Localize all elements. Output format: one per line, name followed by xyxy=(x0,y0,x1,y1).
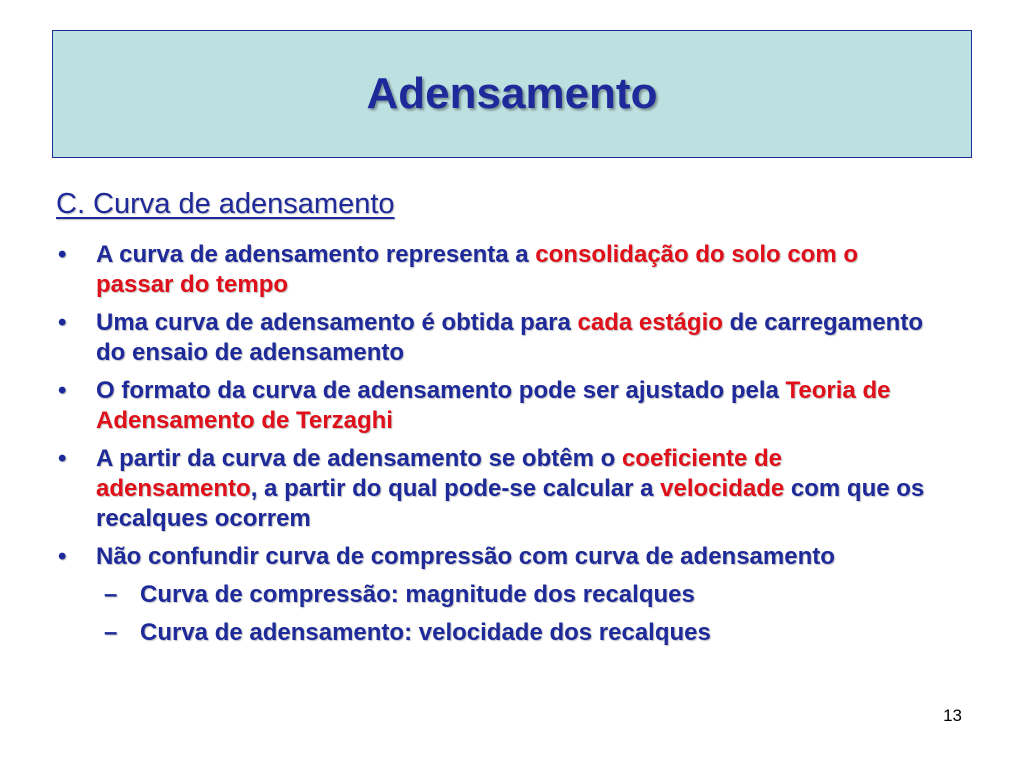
sub-bullet-text: Curva de compressão: magnitude dos recalques xyxy=(140,581,695,608)
sub-bullet-text: Curva de adensamento: velocidade dos recalques xyxy=(140,619,711,646)
bullet-text: O formato da curva de adensamento pode ser ajustado pela xyxy=(96,377,786,404)
bullet-text: Não confundir curva de compressão com curva de adensamento xyxy=(96,543,835,570)
sub-bullet-marker: – xyxy=(104,581,118,608)
bullet-item xyxy=(56,240,936,300)
bullet-text: A curva de adensamento representa a xyxy=(96,241,536,268)
highlighted-text: cada estágio xyxy=(577,309,723,336)
bullet-item xyxy=(56,376,936,436)
bullet-marker: • xyxy=(58,543,67,570)
highlighted-text: coeficiente de adensamento xyxy=(96,445,782,502)
highlighted-text: consolidação do solo com o passar do tempo xyxy=(96,241,859,298)
bullet-item xyxy=(56,444,936,534)
sub-bullet-marker: – xyxy=(104,619,118,646)
bullet-text: Uma curva de adensamento é obtida para xyxy=(96,309,578,336)
bullet-text: , a partir do qual pode-se calcular a xyxy=(250,475,661,502)
section-heading: C. Curva de adensamento xyxy=(56,188,395,220)
slide-title: Adensamento xyxy=(366,69,658,118)
bullet-text: A partir da curva de adensamento se obtêm o xyxy=(96,445,622,472)
bullet-text: com que os recalques ocorrem xyxy=(96,475,925,532)
highlighted-text: Teoria de Adensamento de Terzaghi xyxy=(96,377,891,434)
page-number: 13 xyxy=(943,706,962,725)
bullet-item xyxy=(56,308,936,368)
title-box xyxy=(52,30,972,158)
highlighted-text: velocidade xyxy=(660,475,785,502)
bullet-marker: • xyxy=(58,241,67,268)
bullet-marker: • xyxy=(58,377,67,404)
bullet-text: de carregamento do ensaio de adensamento xyxy=(96,309,923,366)
bullet-list xyxy=(56,240,936,656)
sub-bullet-item xyxy=(56,580,936,610)
bullet-marker: • xyxy=(58,309,67,336)
bullet-item xyxy=(56,542,936,572)
bullet-marker: • xyxy=(58,445,67,472)
sub-bullet-item xyxy=(56,618,936,648)
